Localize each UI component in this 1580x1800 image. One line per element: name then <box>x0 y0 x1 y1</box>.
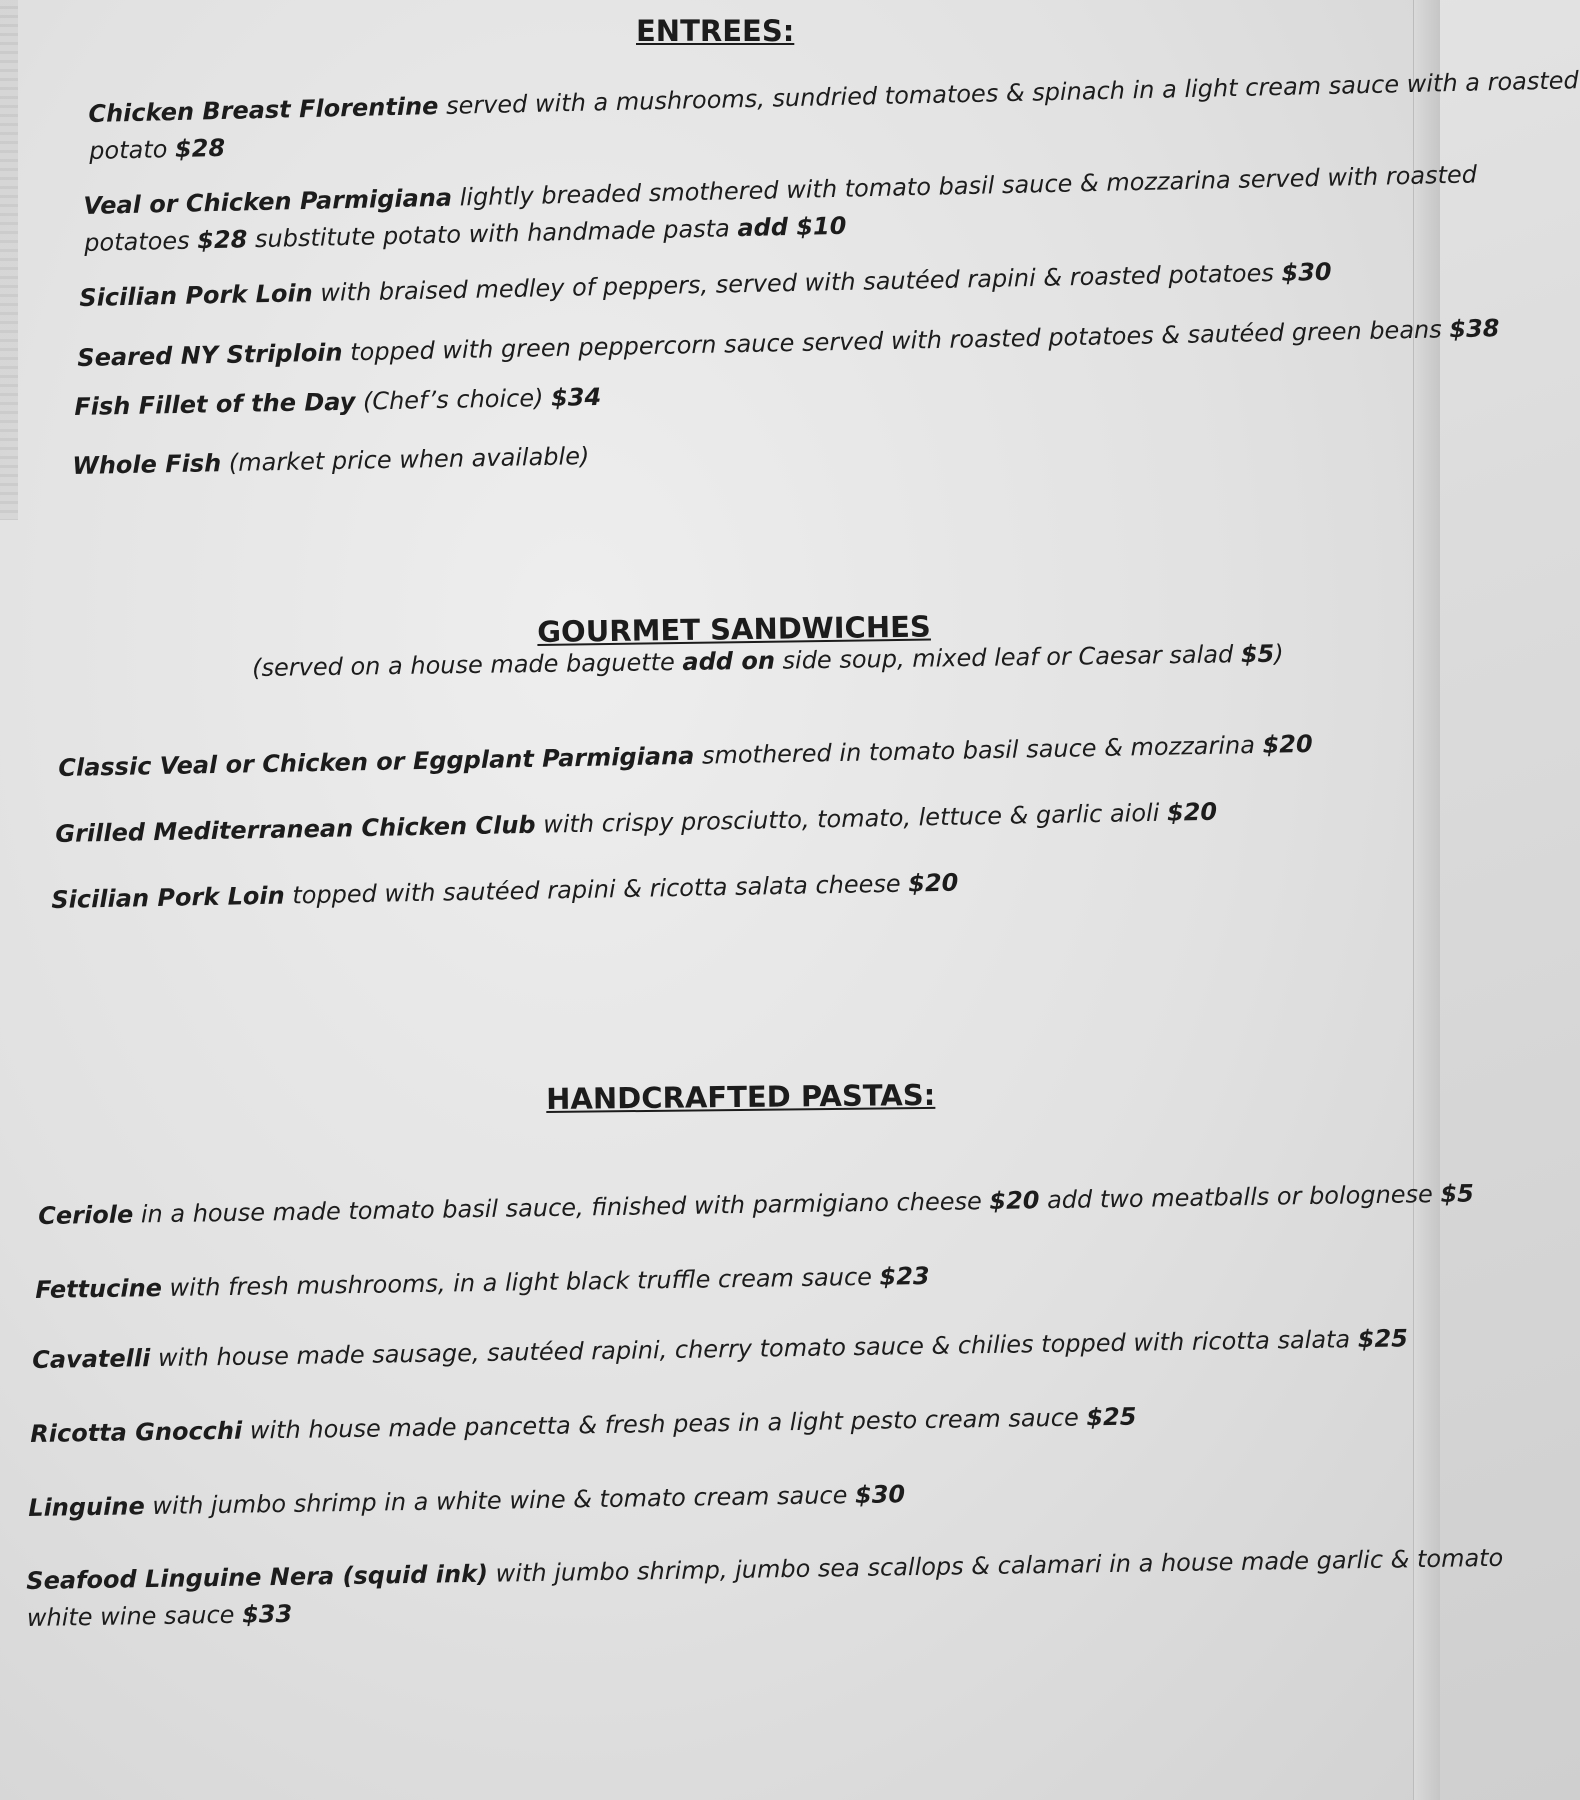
item-desc: with jumbo shrimp, jumbo sea scallops & calamari in a house made garlic & tomato <box>487 1543 1504 1588</box>
item-price: $38 <box>1449 314 1500 344</box>
item-desc: potato <box>88 135 176 165</box>
item-desc: with braised medley of peppers, served with sautéed rapini & roasted potatoes <box>312 258 1282 308</box>
item-desc: with house made pancetta & fresh peas in a light pesto cream sauce <box>242 1403 1087 1445</box>
page-edge-left <box>0 0 18 520</box>
item-name: Veal or Chicken Parmigiana <box>83 183 453 220</box>
item-price: $25 <box>1357 1324 1409 1354</box>
sandwich-item <box>58 726 1313 787</box>
item-name: Seared NY Striploin <box>77 338 343 372</box>
item-desc: lightly breaded smothered with tomato basil sauce & mozzarina served with roasted <box>451 160 1478 212</box>
note-price: $5 <box>1240 639 1275 669</box>
item-extra: substitute potato with handmade pasta <box>247 214 738 254</box>
item-desc: potatoes <box>83 226 198 257</box>
bleed-through-text <box>430 18 442 53</box>
entree-item <box>83 156 1478 262</box>
item-extra-price: $5 <box>1440 1179 1475 1208</box>
item-price: $20 <box>1262 729 1313 759</box>
item-name: Fish Fillet of the Day <box>74 387 356 421</box>
pasta-item <box>26 1540 1504 1637</box>
note-emphasis: add on <box>682 646 776 676</box>
item-desc: with crispy prosciutto, tomato, lettuce & garlic aioli <box>535 798 1168 839</box>
sandwiches-title: GOURMET SANDWICHES <box>537 609 932 649</box>
item-desc: (market price when available) <box>220 442 590 478</box>
item-extra: add two meatballs or bolognese <box>1039 1179 1441 1215</box>
item-extra-price: add $10 <box>737 211 847 243</box>
pasta-item <box>28 1476 905 1527</box>
entrees-title: ENTREES: <box>636 14 795 48</box>
item-price: $20 <box>907 868 959 898</box>
item-name: Sicilian Pork Loin <box>51 881 285 914</box>
item-price: $25 <box>1086 1402 1137 1432</box>
item-desc: with fresh mushrooms, in a light black truffle cream sauce <box>161 1262 880 1303</box>
item-name: Ricotta Gnocchi <box>30 1416 243 1448</box>
entree-item <box>88 62 1580 170</box>
item-name: Ceriole <box>38 1200 134 1230</box>
item-price: $23 <box>879 1261 930 1291</box>
item-price: $33 <box>241 1599 293 1629</box>
item-desc: white wine sauce <box>26 1600 243 1632</box>
item-price: $30 <box>1281 257 1332 287</box>
entree-item <box>77 310 1500 377</box>
item-name: Seafood Linguine Nera (squid ink) <box>26 1559 489 1595</box>
item-name: Sicilian Pork Loin <box>79 279 314 312</box>
item-name: Grilled Mediterranean Chicken Club <box>55 810 536 848</box>
note-text: ) <box>1274 639 1284 668</box>
item-desc: in a house made tomato basil sauce, finished with parmigiano cheese <box>133 1187 990 1229</box>
item-price: $28 <box>196 225 248 255</box>
item-name: Fettucine <box>35 1274 163 1304</box>
sandwich-item <box>55 794 1217 853</box>
item-price: $30 <box>854 1480 906 1510</box>
item-desc: with house made sausage, sautéed rapini, cherry tomato sauce & chilies topped with ricotta salata <box>150 1325 1358 1373</box>
item-name: Whole Fish <box>72 449 222 480</box>
item-desc: topped with green peppercorn sauce served with roasted potatoes & sautéed green beans <box>342 315 1450 367</box>
item-desc: topped with sautéed rapini & ricotta salata cheese <box>284 869 909 910</box>
item-price: $34 <box>550 382 602 412</box>
item-name: Cavatelli <box>32 1344 151 1374</box>
note-text: (served on a house made baguette <box>252 647 683 682</box>
item-name: Linguine <box>28 1492 145 1522</box>
pasta-item <box>32 1320 1408 1379</box>
item-desc: (Chef’s choice) <box>355 383 552 416</box>
sandwiches-note <box>252 640 1284 682</box>
item-desc: smothered in tomato basil sauce & mozzarina <box>694 730 1263 770</box>
item-desc: with jumbo shrimp in a white wine & tomato cream sauce <box>144 1481 856 1521</box>
note-text: side soup, mixed leaf or Caesar salad <box>774 640 1242 675</box>
pasta-item <box>30 1399 1137 1453</box>
pastas-title: HANDCRAFTED PASTAS: <box>546 1077 936 1116</box>
item-name: Chicken Breast Florentine <box>88 92 439 128</box>
item-price: $20 <box>1166 797 1218 827</box>
entree-item <box>72 438 590 485</box>
item-price: $28 <box>174 133 226 164</box>
item-price: $20 <box>989 1186 1040 1216</box>
pasta-item <box>38 1175 1474 1235</box>
pasta-item <box>35 1258 930 1309</box>
entree-item <box>74 379 602 426</box>
item-desc: served with a mushrooms, sundried tomatoes & spinach in a light cream sauce with a roasted <box>438 66 1580 121</box>
entree-item <box>79 254 1332 317</box>
page-edge-right <box>1413 0 1440 1800</box>
item-name: Classic Veal or Chicken or Eggplant Parmigiana <box>58 741 695 782</box>
sandwich-item <box>51 865 959 919</box>
